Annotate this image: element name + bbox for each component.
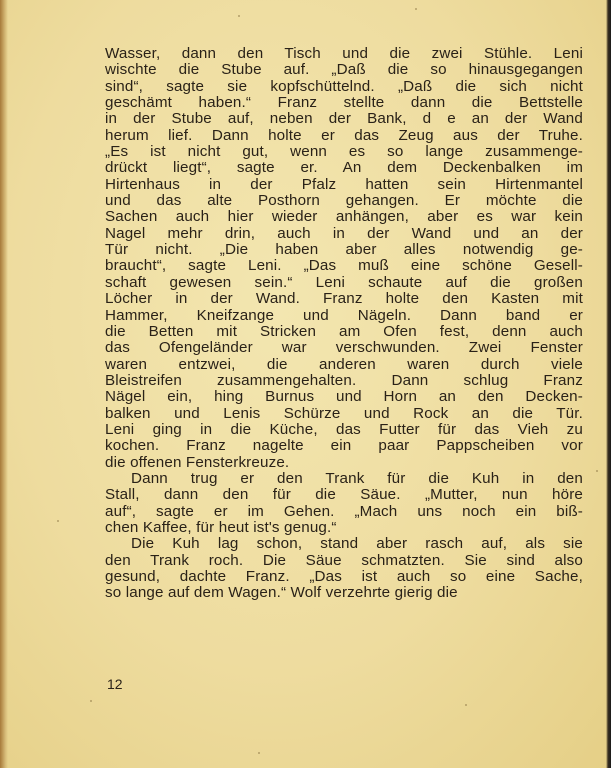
page-number: 12: [107, 676, 123, 692]
text-line: kochen. Franz nagelte ein paar Pappscheiben vor: [105, 438, 583, 455]
text-line: „Es ist nicht gut, wenn es so lange zusammenge-: [105, 144, 583, 161]
text-line: geschämt haben.“ Franz stellte dann die Bettstelle: [105, 95, 583, 112]
text-line: die Betten mit Stricken am Ofen fest, denn auch: [105, 323, 583, 340]
text-line: waren entzwei, die anderen waren durch viele: [105, 356, 583, 373]
text-line: Bleistreifen zusammengehalten. Dann schlug Franz: [105, 372, 583, 389]
text-line: Die Kuh lag schon, stand aber rasch auf, als sie: [131, 536, 583, 553]
text-line: Hammer, Kneifzange und Nägeln. Dann band er: [105, 307, 583, 324]
text-line: in der Stube auf, neben der Bank, d e an der Wand: [105, 111, 583, 128]
text-line: gesund, dachte Franz. „Das ist auch so eine Sache,: [105, 569, 583, 585]
page-right-edge: [606, 0, 611, 768]
text-line: Stall, dann den für die Säue. „Mutter, nun höre: [105, 487, 583, 504]
body-text: [105, 46, 583, 602]
text-line: schaft gewesen sein.“ Leni schaute auf die großen: [105, 274, 583, 291]
text-line: balken und Lenis Schürze und Rock an die Tür.: [105, 405, 583, 422]
text-line: und das alte Posthorn gehangen. Er möchte die: [105, 193, 583, 210]
page-binding-edge: [0, 0, 8, 768]
text-line: Löcher in der Wand. Franz holte den Kasten mit: [105, 291, 583, 308]
text-line: Wasser, dann den Tisch und die zwei Stühle. Leni: [105, 46, 583, 62]
text-line: das Ofengeländer war verschwunden. Zwei Fenster: [105, 340, 583, 357]
paper-speck: [238, 15, 240, 17]
text-line: den Trank roch. Die Säue schmatzten. Sie sind also: [105, 552, 583, 569]
text-line: Hirtenhaus in der Pfalz hatten sein Hirtenmantel: [105, 176, 583, 193]
text-line: braucht“, sagte Leni. „Das muß eine schöne Gesell-: [105, 258, 583, 275]
text-line: Leni ging in die Küche, das Futter für das Vieh zu: [105, 421, 583, 438]
text-line: wischte die Stube auf. „Daß die so hinausgegangen: [105, 62, 583, 79]
text-line: Nagel mehr drin, auch in der Wand und an der: [105, 225, 583, 242]
text-line: Dann trug er den Trank für die Kuh in den: [131, 470, 583, 487]
text-line: sind“, sagte sie kopfschüttelnd. „Daß die sich nicht: [105, 78, 583, 95]
text-line: herum lief. Dann holte er das Zeug aus der Truhe.: [105, 127, 583, 144]
text-line: drückt liegt“, sagte er. An dem Deckenbalken im: [105, 160, 583, 177]
paper-speck: [465, 704, 467, 706]
paper-speck: [415, 8, 417, 10]
paper-speck: [90, 700, 92, 702]
paper-speck: [596, 470, 598, 472]
text-line: Tür nicht. „Die haben aber alles notwendig ge-: [105, 242, 583, 259]
paper-speck: [57, 520, 59, 522]
text-line: auf“, sagte er im Gehen. „Mach uns noch ein biß-: [105, 503, 583, 520]
text-line: Sachen auch hier wieder anhängen, aber es war kein: [105, 209, 583, 226]
text-line: chen Kaffee, für heut ist's genug.“: [105, 519, 337, 536]
paper-speck: [258, 752, 260, 754]
text-line: die offenen Fensterkreuze.: [105, 454, 290, 471]
text-line: Nägel ein, hing Burnus und Horn an den Decken-: [105, 389, 583, 406]
text-line: so lange auf dem Wagen.“ Wolf verzehrte gierig die: [105, 585, 458, 602]
